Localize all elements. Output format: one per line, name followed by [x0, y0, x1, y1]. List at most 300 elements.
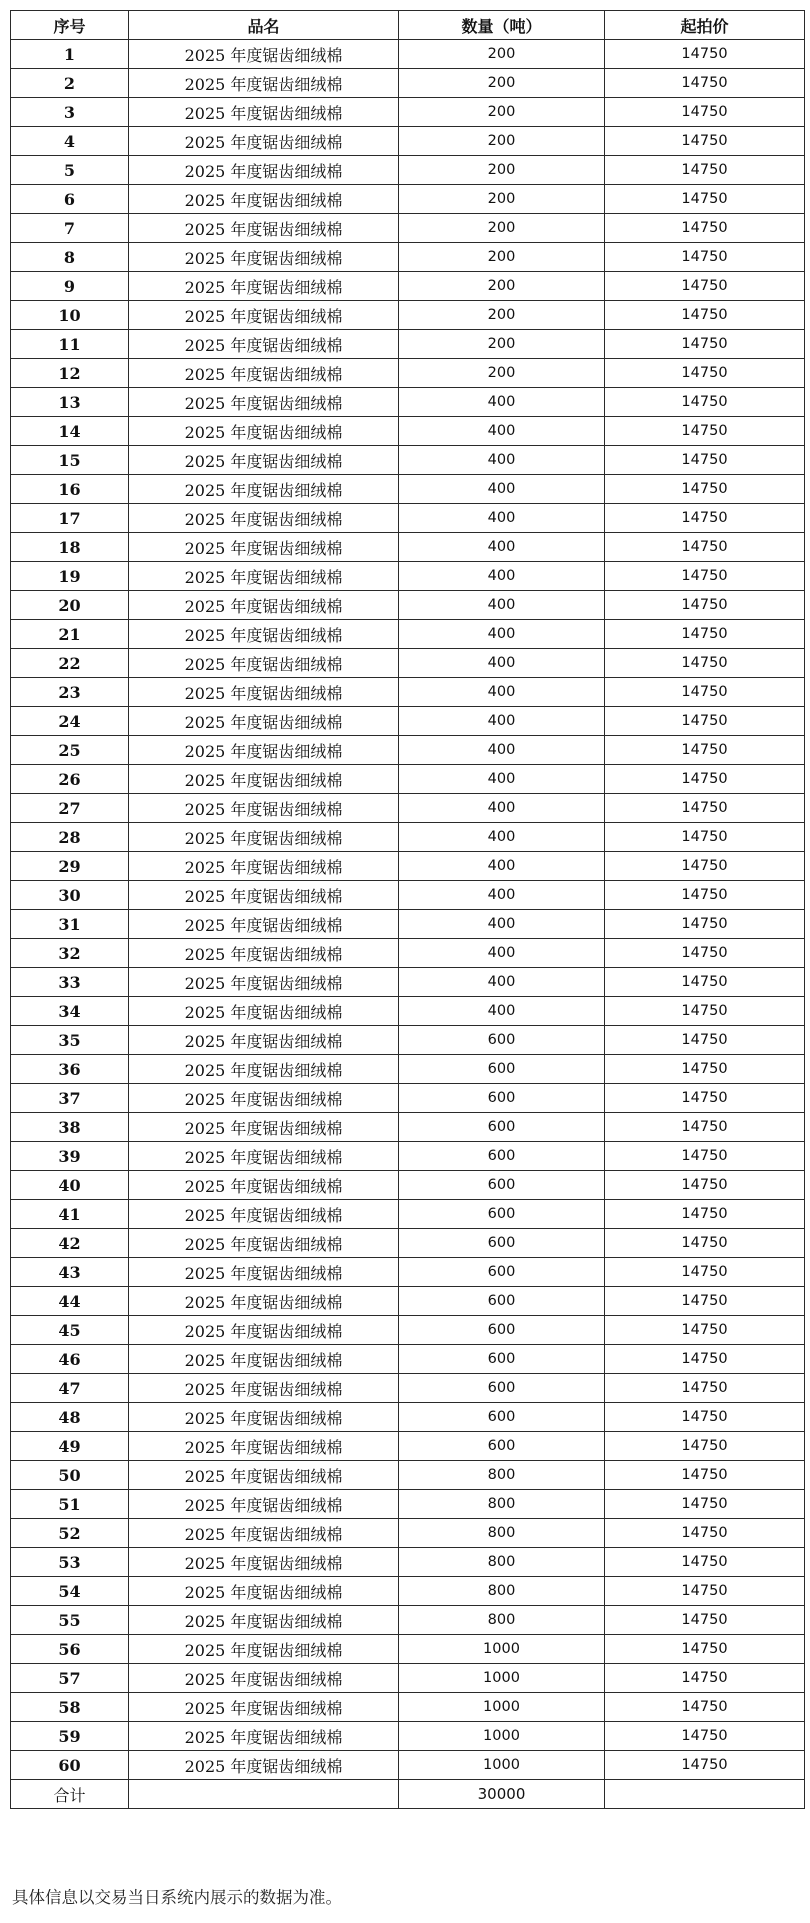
row-name: 2025 年度锯齿细绒棉: [129, 1084, 399, 1113]
table-row: [11, 997, 805, 1026]
row-price: 14750: [605, 1751, 805, 1780]
table-row: [11, 1577, 805, 1606]
row-name: 2025 年度锯齿细绒棉: [129, 881, 399, 910]
table-row: [11, 881, 805, 910]
row-seq: 5: [11, 156, 129, 185]
row-quantity: 600: [399, 1287, 605, 1316]
row-seq: 37: [11, 1084, 129, 1113]
table-row: [11, 1229, 805, 1258]
row-price: 14750: [605, 736, 805, 765]
row-name: 2025 年度锯齿细绒棉: [129, 272, 399, 301]
row-name: 2025 年度锯齿细绒棉: [129, 1751, 399, 1780]
row-quantity: 400: [399, 910, 605, 939]
row-price: 14750: [605, 69, 805, 98]
table-row: [11, 707, 805, 736]
row-seq: 22: [11, 649, 129, 678]
row-price: 14750: [605, 127, 805, 156]
table-row: [11, 1200, 805, 1229]
table-row: [11, 1084, 805, 1113]
row-price: 14750: [605, 40, 805, 69]
row-price: 14750: [605, 301, 805, 330]
row-seq: 36: [11, 1055, 129, 1084]
row-seq: 46: [11, 1345, 129, 1374]
table-row: [11, 620, 805, 649]
row-quantity: 600: [399, 1345, 605, 1374]
table-row: [11, 1664, 805, 1693]
row-name: 2025 年度锯齿细绒棉: [129, 98, 399, 127]
header-seq: 序号: [11, 11, 129, 40]
row-quantity: 400: [399, 620, 605, 649]
row-price: 14750: [605, 504, 805, 533]
row-name: 2025 年度锯齿细绒棉: [129, 1345, 399, 1374]
row-name: 2025 年度锯齿细绒棉: [129, 649, 399, 678]
row-name: 2025 年度锯齿细绒棉: [129, 40, 399, 69]
table-row: [11, 1606, 805, 1635]
row-price: 14750: [605, 1722, 805, 1751]
table-row: [11, 736, 805, 765]
row-name: 2025 年度锯齿细绒棉: [129, 765, 399, 794]
row-name: 2025 年度锯齿细绒棉: [129, 1577, 399, 1606]
row-quantity: 400: [399, 678, 605, 707]
row-price: 14750: [605, 1519, 805, 1548]
row-name: 2025 年度锯齿细绒棉: [129, 446, 399, 475]
table-row: [11, 1490, 805, 1519]
row-name: 2025 年度锯齿细绒棉: [129, 156, 399, 185]
row-seq: 45: [11, 1316, 129, 1345]
table-row: [11, 1287, 805, 1316]
row-quantity: 800: [399, 1606, 605, 1635]
table-row: [11, 504, 805, 533]
row-seq: 55: [11, 1606, 129, 1635]
table-row: [11, 98, 805, 127]
table-row: [11, 127, 805, 156]
row-price: 14750: [605, 185, 805, 214]
row-price: 14750: [605, 1287, 805, 1316]
row-quantity: 200: [399, 359, 605, 388]
table-row: [11, 1171, 805, 1200]
row-quantity: 400: [399, 736, 605, 765]
row-name: 2025 年度锯齿细绒棉: [129, 1142, 399, 1171]
row-quantity: 1000: [399, 1693, 605, 1722]
row-price: 14750: [605, 620, 805, 649]
row-price: 14750: [605, 1693, 805, 1722]
table-row: [11, 968, 805, 997]
table-row: [11, 156, 805, 185]
row-seq: 2: [11, 69, 129, 98]
row-price: 14750: [605, 446, 805, 475]
row-name: 2025 年度锯齿细绒棉: [129, 852, 399, 881]
row-name: 2025 年度锯齿细绒棉: [129, 997, 399, 1026]
row-name: 2025 年度锯齿细绒棉: [129, 823, 399, 852]
row-quantity: 200: [399, 69, 605, 98]
row-seq: 49: [11, 1432, 129, 1461]
row-quantity: 200: [399, 272, 605, 301]
row-seq: 56: [11, 1635, 129, 1664]
cotton-auction-table: [10, 10, 805, 1809]
row-name: 2025 年度锯齿细绒棉: [129, 1287, 399, 1316]
row-quantity: 200: [399, 330, 605, 359]
table-row: [11, 214, 805, 243]
row-price: 14750: [605, 1229, 805, 1258]
row-price: 14750: [605, 852, 805, 881]
row-name: 2025 年度锯齿细绒棉: [129, 736, 399, 765]
row-seq: 31: [11, 910, 129, 939]
row-name: 2025 年度锯齿细绒棉: [129, 1635, 399, 1664]
row-seq: 16: [11, 475, 129, 504]
row-name: 2025 年度锯齿细绒棉: [129, 504, 399, 533]
table-row: [11, 1519, 805, 1548]
row-seq: 25: [11, 736, 129, 765]
header-name: 品名: [129, 11, 399, 40]
table-row: [11, 417, 805, 446]
row-quantity: 600: [399, 1374, 605, 1403]
row-quantity: 1000: [399, 1664, 605, 1693]
row-seq: 23: [11, 678, 129, 707]
table-row: [11, 1374, 805, 1403]
row-price: 14750: [605, 649, 805, 678]
row-quantity: 200: [399, 98, 605, 127]
row-seq: 15: [11, 446, 129, 475]
row-price: 14750: [605, 388, 805, 417]
row-price: 14750: [605, 562, 805, 591]
row-name: 2025 年度锯齿细绒棉: [129, 1200, 399, 1229]
row-price: 14750: [605, 98, 805, 127]
table-row: [11, 1751, 805, 1780]
footnote: 具体信息以交易当日系统内展示的数据为准。: [12, 1888, 342, 1907]
row-quantity: 600: [399, 1142, 605, 1171]
row-price: 14750: [605, 1577, 805, 1606]
row-seq: 13: [11, 388, 129, 417]
table-row: [11, 388, 805, 417]
row-seq: 50: [11, 1461, 129, 1490]
row-seq: 10: [11, 301, 129, 330]
row-quantity: 200: [399, 185, 605, 214]
row-name: 2025 年度锯齿细绒棉: [129, 1664, 399, 1693]
row-price: 14750: [605, 881, 805, 910]
table-row: [11, 794, 805, 823]
row-seq: 26: [11, 765, 129, 794]
row-seq: 20: [11, 591, 129, 620]
row-seq: 28: [11, 823, 129, 852]
total-price: [605, 1780, 805, 1809]
row-price: 14750: [605, 794, 805, 823]
row-quantity: 400: [399, 794, 605, 823]
row-quantity: 400: [399, 997, 605, 1026]
row-name: 2025 年度锯齿细绒棉: [129, 69, 399, 98]
table-row: [11, 1345, 805, 1374]
row-price: 14750: [605, 1490, 805, 1519]
header-quantity: 数量（吨）: [399, 11, 605, 40]
row-quantity: 400: [399, 417, 605, 446]
row-quantity: 400: [399, 939, 605, 968]
table-header: [11, 11, 805, 40]
table-row: [11, 330, 805, 359]
row-name: 2025 年度锯齿细绒棉: [129, 243, 399, 272]
row-seq: 30: [11, 881, 129, 910]
row-price: 14750: [605, 1200, 805, 1229]
row-name: 2025 年度锯齿细绒棉: [129, 1171, 399, 1200]
row-quantity: 200: [399, 127, 605, 156]
row-price: 14750: [605, 475, 805, 504]
table-row: [11, 1693, 805, 1722]
row-quantity: 800: [399, 1577, 605, 1606]
table-row: [11, 1316, 805, 1345]
row-quantity: 1000: [399, 1751, 605, 1780]
row-price: 14750: [605, 417, 805, 446]
row-seq: 39: [11, 1142, 129, 1171]
row-name: 2025 年度锯齿细绒棉: [129, 1693, 399, 1722]
row-quantity: 400: [399, 504, 605, 533]
row-price: 14750: [605, 330, 805, 359]
row-price: 14750: [605, 214, 805, 243]
row-quantity: 400: [399, 823, 605, 852]
row-quantity: 400: [399, 475, 605, 504]
table-row: [11, 852, 805, 881]
table-row: [11, 1432, 805, 1461]
row-quantity: 200: [399, 243, 605, 272]
row-price: 14750: [605, 1084, 805, 1113]
row-name: 2025 年度锯齿细绒棉: [129, 388, 399, 417]
row-price: 14750: [605, 1113, 805, 1142]
row-name: 2025 年度锯齿细绒棉: [129, 359, 399, 388]
table-row: [11, 910, 805, 939]
table-row: [11, 591, 805, 620]
row-name: 2025 年度锯齿细绒棉: [129, 707, 399, 736]
row-quantity: 1000: [399, 1635, 605, 1664]
row-quantity: 600: [399, 1403, 605, 1432]
row-price: 14750: [605, 678, 805, 707]
row-price: 14750: [605, 156, 805, 185]
row-price: 14750: [605, 968, 805, 997]
table-row: [11, 69, 805, 98]
row-quantity: 400: [399, 707, 605, 736]
row-quantity: 400: [399, 649, 605, 678]
row-seq: 40: [11, 1171, 129, 1200]
row-name: 2025 年度锯齿细绒棉: [129, 1490, 399, 1519]
row-name: 2025 年度锯齿细绒棉: [129, 475, 399, 504]
row-quantity: 800: [399, 1519, 605, 1548]
row-seq: 57: [11, 1664, 129, 1693]
row-seq: 19: [11, 562, 129, 591]
row-name: 2025 年度锯齿细绒棉: [129, 533, 399, 562]
row-seq: 43: [11, 1258, 129, 1287]
row-quantity: 800: [399, 1461, 605, 1490]
table-row: [11, 185, 805, 214]
row-seq: 52: [11, 1519, 129, 1548]
total-name: [129, 1780, 399, 1809]
row-quantity: 400: [399, 533, 605, 562]
table-row: [11, 446, 805, 475]
row-name: 2025 年度锯齿细绒棉: [129, 1113, 399, 1142]
row-name: 2025 年度锯齿细绒棉: [129, 301, 399, 330]
table-body: [11, 40, 805, 1780]
row-seq: 12: [11, 359, 129, 388]
row-seq: 29: [11, 852, 129, 881]
row-price: 14750: [605, 243, 805, 272]
table-row: [11, 243, 805, 272]
row-seq: 58: [11, 1693, 129, 1722]
row-seq: 59: [11, 1722, 129, 1751]
row-name: 2025 年度锯齿细绒棉: [129, 185, 399, 214]
row-seq: 44: [11, 1287, 129, 1316]
table-footer: [11, 1780, 805, 1809]
row-name: 2025 年度锯齿细绒棉: [129, 1026, 399, 1055]
row-seq: 38: [11, 1113, 129, 1142]
row-quantity: 600: [399, 1055, 605, 1084]
row-seq: 3: [11, 98, 129, 127]
row-quantity: 600: [399, 1113, 605, 1142]
row-quantity: 400: [399, 765, 605, 794]
table-row: [11, 533, 805, 562]
row-seq: 48: [11, 1403, 129, 1432]
header-row: [11, 11, 805, 40]
row-quantity: 600: [399, 1026, 605, 1055]
table-row: [11, 475, 805, 504]
row-quantity: 600: [399, 1229, 605, 1258]
row-quantity: 400: [399, 591, 605, 620]
row-quantity: 600: [399, 1084, 605, 1113]
row-seq: 27: [11, 794, 129, 823]
row-quantity: 600: [399, 1171, 605, 1200]
row-seq: 33: [11, 968, 129, 997]
row-seq: 1: [11, 40, 129, 69]
row-quantity: 600: [399, 1200, 605, 1229]
table-row: [11, 301, 805, 330]
row-price: 14750: [605, 359, 805, 388]
row-price: 14750: [605, 707, 805, 736]
row-name: 2025 年度锯齿细绒棉: [129, 1229, 399, 1258]
table-row: [11, 1026, 805, 1055]
row-price: 14750: [605, 1055, 805, 1084]
row-seq: 8: [11, 243, 129, 272]
row-price: 14750: [605, 1171, 805, 1200]
table-row: [11, 765, 805, 794]
row-quantity: 400: [399, 562, 605, 591]
row-price: 14750: [605, 1345, 805, 1374]
row-seq: 17: [11, 504, 129, 533]
row-name: 2025 年度锯齿细绒棉: [129, 562, 399, 591]
row-name: 2025 年度锯齿细绒棉: [129, 620, 399, 649]
row-name: 2025 年度锯齿细绒棉: [129, 678, 399, 707]
row-seq: 6: [11, 185, 129, 214]
row-name: 2025 年度锯齿细绒棉: [129, 1606, 399, 1635]
row-quantity: 800: [399, 1548, 605, 1577]
row-quantity: 200: [399, 156, 605, 185]
row-price: 14750: [605, 823, 805, 852]
total-quantity: 30000: [399, 1780, 605, 1809]
row-price: 14750: [605, 533, 805, 562]
row-name: 2025 年度锯齿细绒棉: [129, 1316, 399, 1345]
row-seq: 60: [11, 1751, 129, 1780]
row-name: 2025 年度锯齿细绒棉: [129, 417, 399, 446]
row-seq: 47: [11, 1374, 129, 1403]
row-name: 2025 年度锯齿细绒棉: [129, 1461, 399, 1490]
row-seq: 4: [11, 127, 129, 156]
row-quantity: 400: [399, 881, 605, 910]
row-name: 2025 年度锯齿细绒棉: [129, 1403, 399, 1432]
row-price: 14750: [605, 1374, 805, 1403]
row-quantity: 800: [399, 1490, 605, 1519]
row-quantity: 200: [399, 214, 605, 243]
table-row: [11, 823, 805, 852]
row-seq: 11: [11, 330, 129, 359]
row-price: 14750: [605, 1548, 805, 1577]
row-quantity: 400: [399, 968, 605, 997]
row-seq: 53: [11, 1548, 129, 1577]
table-row: [11, 1461, 805, 1490]
table-row: [11, 1635, 805, 1664]
row-quantity: 1000: [399, 1722, 605, 1751]
row-price: 14750: [605, 910, 805, 939]
row-seq: 51: [11, 1490, 129, 1519]
row-quantity: 400: [399, 852, 605, 881]
row-seq: 32: [11, 939, 129, 968]
row-seq: 9: [11, 272, 129, 301]
row-price: 14750: [605, 1142, 805, 1171]
table-row: [11, 1055, 805, 1084]
row-quantity: 400: [399, 446, 605, 475]
row-name: 2025 年度锯齿细绒棉: [129, 330, 399, 359]
row-price: 14750: [605, 1664, 805, 1693]
table-row: [11, 678, 805, 707]
row-name: 2025 年度锯齿细绒棉: [129, 1519, 399, 1548]
table-row: [11, 1142, 805, 1171]
row-seq: 41: [11, 1200, 129, 1229]
row-price: 14750: [605, 997, 805, 1026]
row-price: 14750: [605, 1432, 805, 1461]
row-price: 14750: [605, 939, 805, 968]
row-price: 14750: [605, 765, 805, 794]
row-price: 14750: [605, 1316, 805, 1345]
row-quantity: 200: [399, 40, 605, 69]
row-seq: 21: [11, 620, 129, 649]
table-row: [11, 40, 805, 69]
row-seq: 54: [11, 1577, 129, 1606]
row-name: 2025 年度锯齿细绒棉: [129, 1374, 399, 1403]
table-row: [11, 1258, 805, 1287]
table-row: [11, 272, 805, 301]
table-row: [11, 1403, 805, 1432]
row-seq: 7: [11, 214, 129, 243]
row-seq: 24: [11, 707, 129, 736]
row-seq: 14: [11, 417, 129, 446]
row-name: 2025 年度锯齿细绒棉: [129, 1722, 399, 1751]
row-name: 2025 年度锯齿细绒棉: [129, 591, 399, 620]
total-row: [11, 1780, 805, 1809]
row-name: 2025 年度锯齿细绒棉: [129, 1548, 399, 1577]
row-seq: 42: [11, 1229, 129, 1258]
row-quantity: 600: [399, 1258, 605, 1287]
row-name: 2025 年度锯齿细绒棉: [129, 910, 399, 939]
row-price: 14750: [605, 591, 805, 620]
table-row: [11, 562, 805, 591]
table-row: [11, 649, 805, 678]
row-name: 2025 年度锯齿细绒棉: [129, 214, 399, 243]
row-quantity: 200: [399, 301, 605, 330]
table-row: [11, 1548, 805, 1577]
row-name: 2025 年度锯齿细绒棉: [129, 127, 399, 156]
row-price: 14750: [605, 1403, 805, 1432]
row-quantity: 600: [399, 1432, 605, 1461]
row-price: 14750: [605, 272, 805, 301]
table-row: [11, 359, 805, 388]
row-name: 2025 年度锯齿细绒棉: [129, 939, 399, 968]
row-name: 2025 年度锯齿细绒棉: [129, 794, 399, 823]
table-row: [11, 1722, 805, 1751]
row-seq: 34: [11, 997, 129, 1026]
row-seq: 18: [11, 533, 129, 562]
header-price: 起拍价: [605, 11, 805, 40]
